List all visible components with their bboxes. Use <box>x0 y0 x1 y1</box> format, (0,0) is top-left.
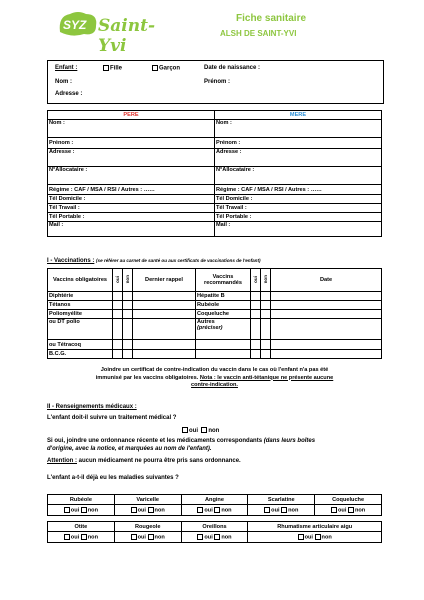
cell-non[interactable] <box>261 292 271 301</box>
col-non-header: non <box>123 269 133 292</box>
logo-mark-icon <box>56 10 100 38</box>
cell-non[interactable] <box>123 340 133 350</box>
treatment-oui-checkbox[interactable]: oui <box>182 428 198 434</box>
cell-non[interactable] <box>123 350 133 359</box>
mother-alloc[interactable]: N°Allocataire : <box>215 167 382 185</box>
vaccins-footer: Joindre un certificat de contre-indication du vaccin dans le cas où l'enfant n'a pas été immunisé par les vaccins obligatoires. Nota : le vaccin anti-tétanique ne présente aucune contre-indication. <box>95 367 334 388</box>
vaccins-heading: I - Vaccinations : (se référer au carnet de santé ou aux certificats de vaccinations de l'enfant) <box>47 258 261 264</box>
cell-oui[interactable] <box>251 301 261 310</box>
child-label: Enfant : <box>55 65 78 71</box>
cell-oui[interactable] <box>113 319 123 340</box>
cell-date[interactable] <box>271 340 382 350</box>
vaccin-recom-other: Autres (préciser) <box>196 319 251 340</box>
col-oui2-header: oui <box>251 269 261 292</box>
vaccin-row: Tétanos <box>48 301 113 310</box>
name-label: Nom : <box>55 79 72 85</box>
treatment-non-checkbox[interactable]: non <box>201 428 219 434</box>
vaccin-row: Poliomyélite <box>48 310 113 319</box>
vaccin-recom: Hépatite B <box>196 292 251 301</box>
vaccins-table <box>47 268 382 359</box>
disease-choice[interactable]: oui non <box>181 505 248 516</box>
empty-cell <box>196 350 251 359</box>
vaccin-row: Diphtérie <box>48 292 113 301</box>
disease-name: Varicelle <box>114 495 181 505</box>
father-address[interactable]: Adresse : <box>48 149 215 167</box>
page-title: Fiche sanitaire <box>236 13 307 24</box>
father-name[interactable]: Nom : <box>48 120 215 138</box>
mother-regime[interactable]: Régime : CAF / MSA / RSI / Autres : …… <box>215 185 382 195</box>
diseases-table <box>47 494 382 516</box>
cell-date[interactable] <box>271 310 382 319</box>
child-section <box>47 60 384 104</box>
cell-oui[interactable] <box>113 301 123 310</box>
col-non2-header: non <box>261 269 271 292</box>
col-oblig-header: Vaccins obligatoires <box>48 269 113 292</box>
cell-oui[interactable] <box>251 292 261 301</box>
empty-cell <box>196 340 251 350</box>
father-tel-mobile[interactable]: Tél Portable : <box>48 213 215 222</box>
father-regime[interactable]: Régime : CAF / MSA / RSI / Autres : …… <box>48 185 215 195</box>
cell-non[interactable] <box>261 319 271 340</box>
col-rappel-header: Dernier rappel <box>133 269 196 292</box>
cell-non[interactable] <box>261 340 271 350</box>
vaccin-row: B.C.G. <box>48 350 113 359</box>
disease-choice[interactable]: oui non <box>114 532 181 543</box>
cell-oui[interactable] <box>113 292 123 301</box>
cell-date[interactable] <box>271 301 382 310</box>
firstname-label: Prénom : <box>204 79 231 85</box>
disease-name: Rougeole <box>114 522 181 532</box>
col-oui-header: oui <box>113 269 123 292</box>
mother-mail[interactable]: Mail : <box>215 222 382 237</box>
cell-date[interactable] <box>271 292 382 301</box>
disease-name: Oreillons <box>181 522 248 532</box>
cell-oui[interactable] <box>113 310 123 319</box>
logo-mark-text: SYZ <box>63 18 87 32</box>
mother-tel-home[interactable]: Tél Domicile : <box>215 195 382 204</box>
disease-choice[interactable]: oui non <box>315 505 382 516</box>
father-tel-work[interactable]: Tél Travail : <box>48 204 215 213</box>
treatment-choices[interactable] <box>182 427 219 434</box>
cell-oui[interactable] <box>113 350 123 359</box>
medical-heading: II - Renseignements médicaux : <box>47 404 137 410</box>
vaccin-row: ou DT polio <box>48 319 113 340</box>
mother-tel-mobile[interactable]: Tél Portable : <box>215 213 382 222</box>
vaccin-recom: Coqueluche <box>196 310 251 319</box>
mother-header: MERE <box>215 111 382 120</box>
disease-choice[interactable]: oui non <box>248 532 382 543</box>
treatment-question: L'enfant doit-il suivre un traitement médical ? <box>47 415 177 421</box>
address-label: Adresse : <box>55 91 83 97</box>
cell-non[interactable] <box>123 319 133 340</box>
cell-oui[interactable] <box>251 340 261 350</box>
cell-date[interactable] <box>271 319 382 340</box>
vaccin-recom: Rubéole <box>196 301 251 310</box>
mother-address[interactable]: Adresse : <box>215 149 382 167</box>
girl-checkbox[interactable]: Fille <box>103 65 122 72</box>
cell-non[interactable] <box>123 310 133 319</box>
father-firstname[interactable]: Prénom : <box>48 138 215 149</box>
cell-non[interactable] <box>261 301 271 310</box>
cell-non[interactable] <box>261 310 271 319</box>
father-alloc[interactable]: N°Allocataire : <box>48 167 215 185</box>
disease-name: Rubéole <box>48 495 115 505</box>
cell-oui[interactable] <box>251 350 261 359</box>
col-date-header: Date <box>271 269 382 292</box>
cell-date[interactable] <box>271 350 382 359</box>
cell-oui[interactable] <box>113 340 123 350</box>
mother-name[interactable]: Nom : <box>215 120 382 138</box>
cell-oui[interactable] <box>251 319 261 340</box>
cell-rappel[interactable] <box>133 319 196 340</box>
disease-name: Rhumatisme articulaire aigu <box>248 522 382 532</box>
cell-rappel[interactable] <box>133 340 196 350</box>
col-recom-header: Vaccins recommandés <box>196 269 251 292</box>
logo <box>56 10 166 56</box>
father-header: PERE <box>48 111 215 120</box>
cell-non[interactable] <box>123 301 133 310</box>
disease-choice[interactable]: oui non <box>114 505 181 516</box>
mother-firstname[interactable]: Prénom : <box>215 138 382 149</box>
disease-name: Angine <box>181 495 248 505</box>
parents-table <box>47 110 382 237</box>
disease-name: Otite <box>48 522 115 532</box>
cell-rappel[interactable] <box>133 310 196 319</box>
disease-choice[interactable]: oui non <box>48 505 115 516</box>
logo-text: Saint-Yvi <box>98 16 156 56</box>
disease-name: Coqueluche <box>315 495 382 505</box>
mother-tel-work[interactable]: Tél Travail : <box>215 204 382 213</box>
diseases-table-2 <box>47 521 382 543</box>
disease-choice[interactable]: oui non <box>248 505 315 516</box>
disease-choice[interactable]: oui non <box>181 532 248 543</box>
birth-label: Date de naissance : <box>204 65 261 71</box>
father-mail[interactable]: Mail : <box>48 222 215 237</box>
father-tel-home[interactable]: Tél Domicile : <box>48 195 215 204</box>
cell-oui[interactable] <box>251 310 261 319</box>
disease-name: Scarlatine <box>248 495 315 505</box>
cell-non[interactable] <box>123 292 133 301</box>
diseases-question: L'enfant a-t-il déjà eu les maladies suivantes ? <box>47 475 179 481</box>
page-subtitle: ALSH DE SAINT-YVI <box>220 29 297 38</box>
cell-rappel[interactable] <box>133 292 196 301</box>
cell-non[interactable] <box>261 350 271 359</box>
vaccin-row: ou Tétracoq <box>48 340 113 350</box>
cell-rappel[interactable] <box>133 350 196 359</box>
boy-checkbox[interactable]: Garçon <box>152 65 180 72</box>
attention-note: Attention : aucun médicament ne pourra être pris sans ordonnance. <box>47 458 241 464</box>
treatment-instructions: Si oui, joindre une ordonnance récente et les médicaments correspondants (dans leurs boîtes d'origine, avec la notice, et marquées au nom de l'enfant). <box>47 438 316 452</box>
disease-choice[interactable]: oui non <box>48 532 115 543</box>
cell-rappel[interactable] <box>133 301 196 310</box>
